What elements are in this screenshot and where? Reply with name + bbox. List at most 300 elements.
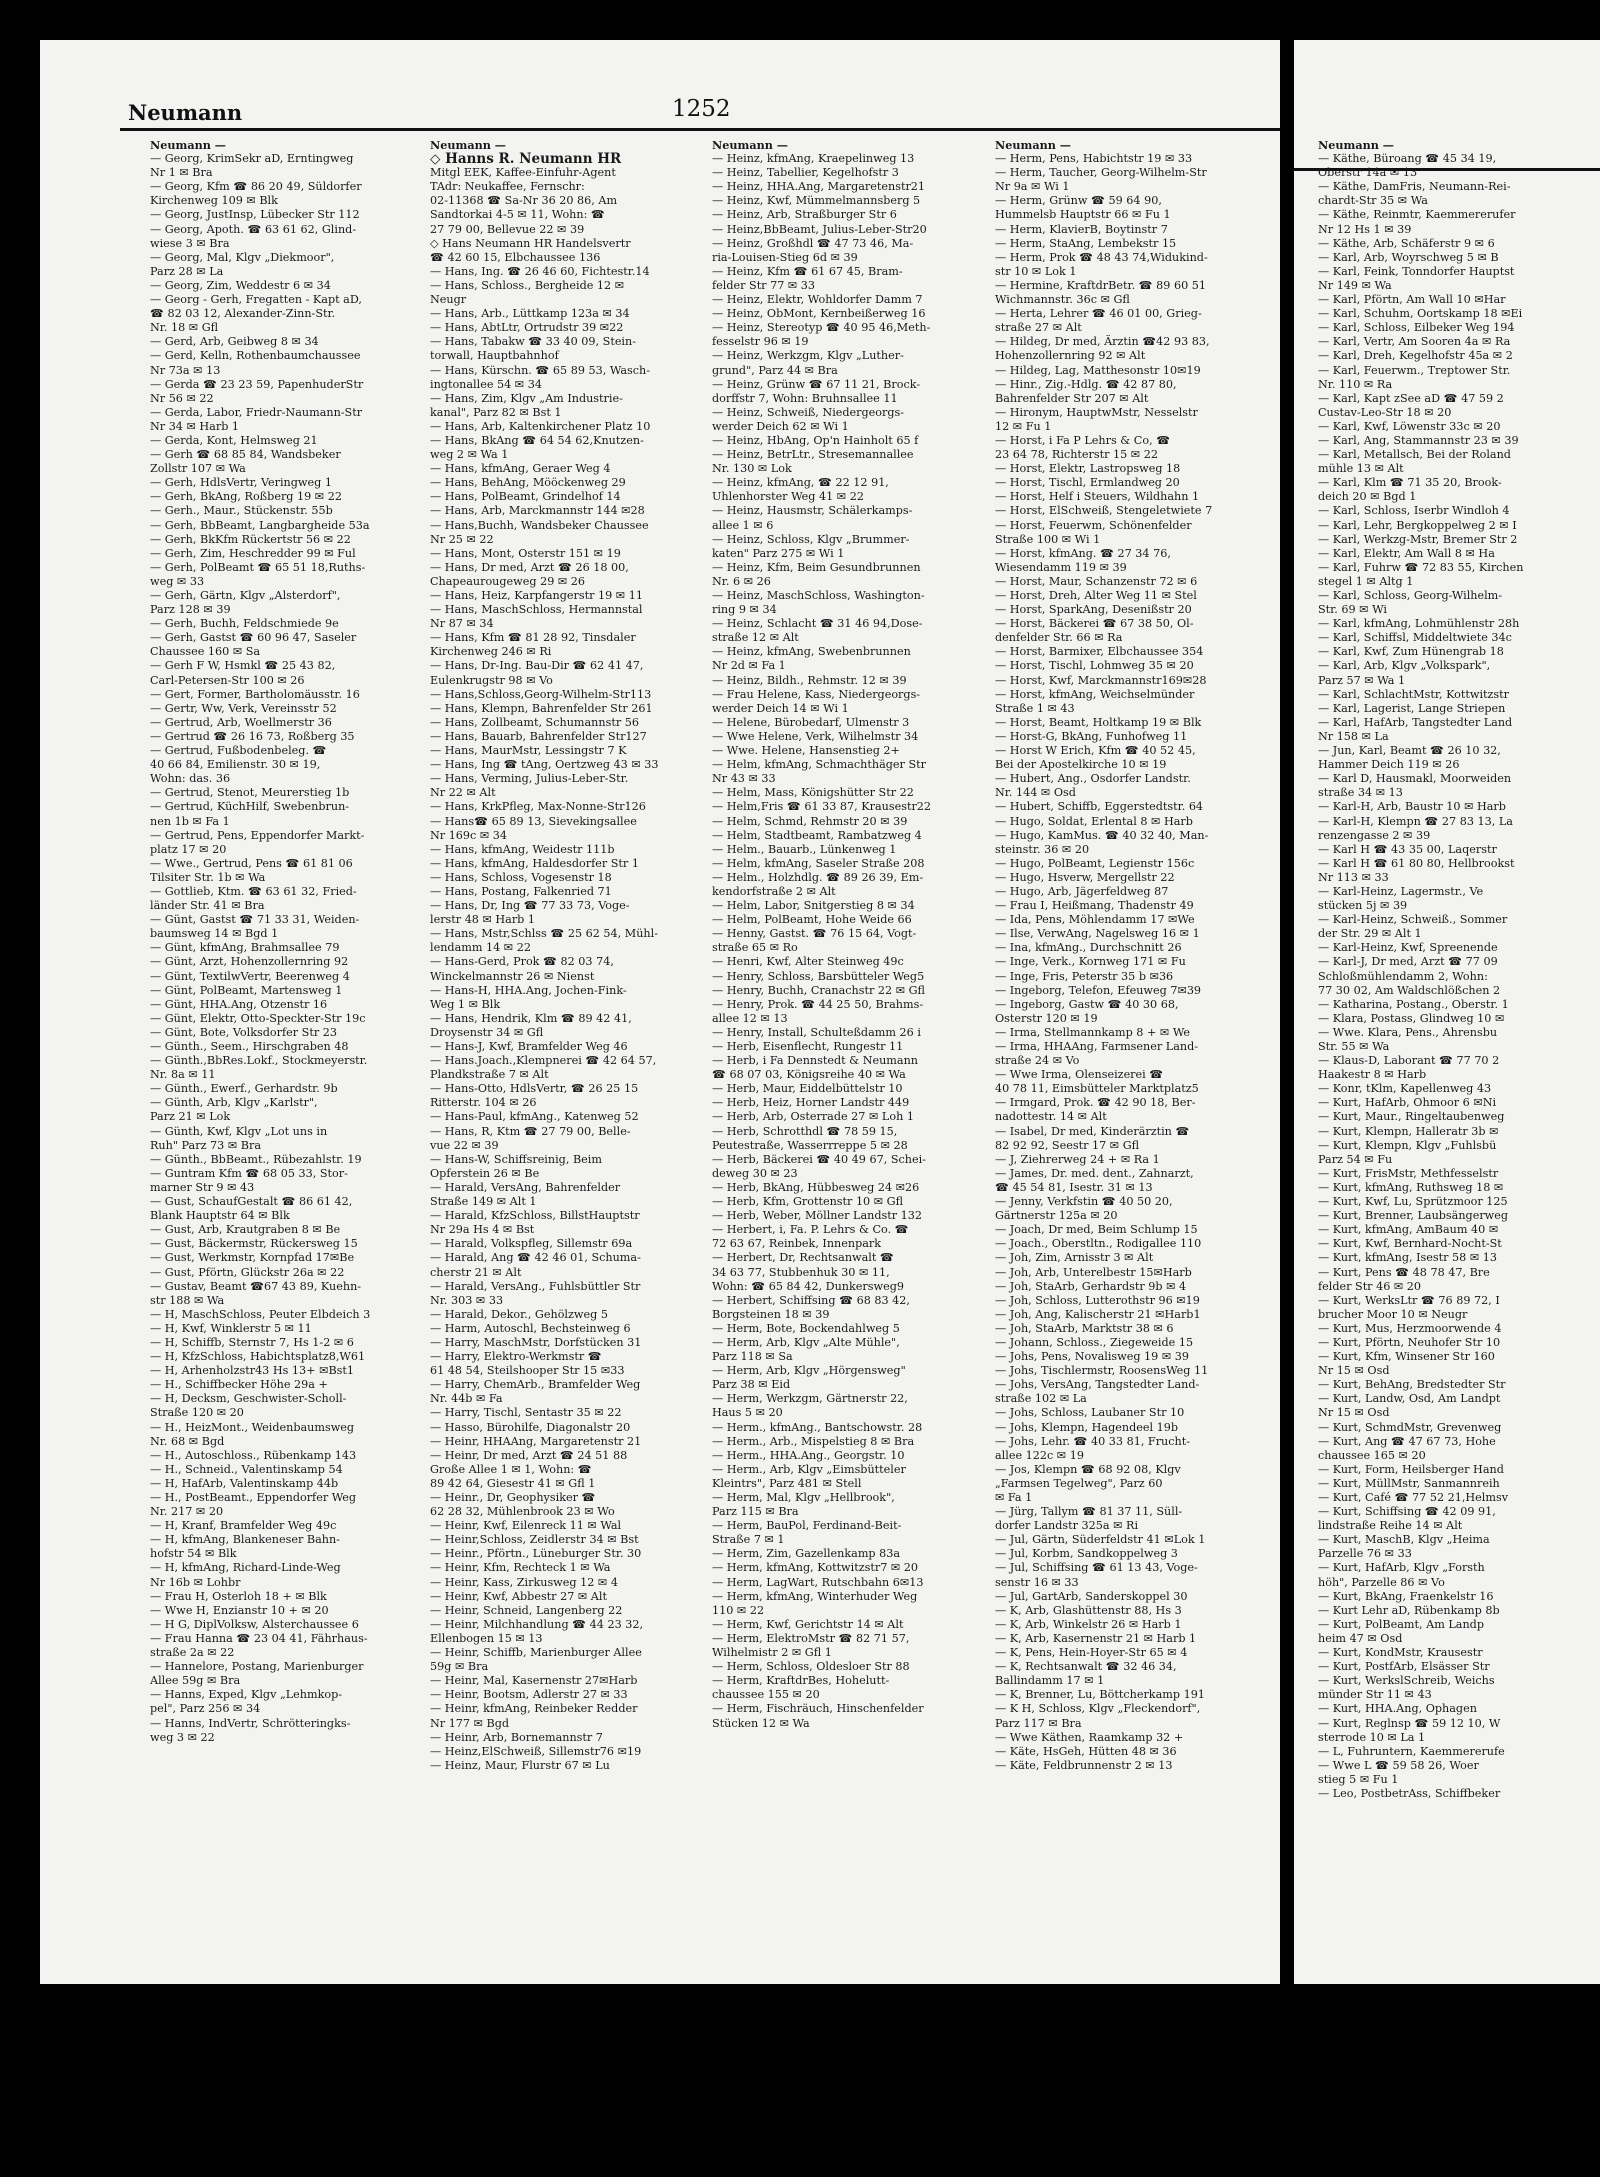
directory-entry-line: Nr 34 ✉ Harb 1	[150, 419, 240, 433]
directory-entry-line: — Käte, Feldbrunnenstr 2 ✉ 13	[995, 1758, 1173, 1772]
directory-entry-line: katen" Parz 275 ✉ Wi 1	[712, 546, 845, 560]
directory-entry-line: — Hans, BkAng ☎ 64 54 62,Knutzen-	[430, 433, 644, 447]
directory-entry-line: — Günth.,BbRes.Lokf., Stockmeyerstr.	[150, 1054, 368, 1068]
directory-entry-line: — Günt, PolBeamt, Martensweg 1	[150, 983, 343, 997]
directory-entry-line: — Karl, Lehr, Bergkoppelweg 2 ✉ I	[1318, 518, 1517, 532]
directory-entry-line: — Hans, Bauarb, Bahrenfelder Str127	[430, 729, 647, 743]
directory-entry-line: Parz 57 ✉ Wa 1	[1318, 673, 1406, 687]
directory-entry-line: — Helm, Stadtbeamt, Rambatzweg 4	[712, 828, 922, 842]
directory-entry-line: — H, KfzSchloss, Habichtsplatz8,W61	[150, 1350, 366, 1364]
directory-entry-line: Opferstein 26 ✉ Be	[430, 1166, 540, 1180]
directory-entry-line: — Karl H ☎ 61 80 80, Hellbrookst	[1318, 856, 1515, 870]
directory-entry-line: — Hildeg, Dr med, Ärztin ☎42 93 83,	[995, 335, 1210, 349]
directory-entry-line: — Herta, Lehrer ☎ 46 01 00, Grieg-	[995, 307, 1202, 321]
directory-entry-line: — Johs, VersAng, Tangstedter Land-	[995, 1378, 1200, 1392]
directory-entry-line: Nr 12 Hs 1 ✉ 39	[1318, 222, 1412, 236]
directory-entry-line: werder Deich 62 ✉ Wi 1	[712, 419, 849, 433]
column-heading: Neumann —	[995, 138, 1071, 152]
directory-entry-line: — Hans, Arb, Kaltenkirchener Platz 10	[430, 419, 651, 433]
directory-entry-line: — Hans-H, HHA.Ang, Jochen-Fink-	[430, 983, 627, 997]
directory-entry-line: — Karl H ☎ 43 35 00, Laqerstr	[1318, 842, 1497, 856]
directory-entry-line: allee 122c ✉ 19	[995, 1448, 1084, 1462]
directory-entry-line: — Kurt, PolBeamt, Am Landp	[1318, 1617, 1485, 1631]
directory-entry-line: — Horst, Kwf, Marckmannstr169✉28	[995, 673, 1207, 687]
directory-entry-line: chaussee 165 ✉ 20	[1318, 1448, 1426, 1462]
directory-entry-line: — Herm, Zim, Gazellenkamp 83a	[712, 1547, 901, 1561]
directory-entry-line: — Isabel, Dr med, Kinderärztin ☎	[995, 1124, 1190, 1138]
directory-entry-line: — Ilse, VerwAng, Nagelsweg 16 ✉ 1	[995, 927, 1200, 941]
directory-entry-line: Winckelmannstr 26 ✉ Nienst	[430, 969, 595, 983]
directory-entry-line: ☎ 42 60 15, Elbchaussee 136	[430, 250, 601, 264]
directory-entry-line: Wilhelmistr 2 ✉ Gfl 1	[712, 1646, 832, 1660]
directory-entry-line: — Hans, Postang, Falkenried 71	[430, 884, 612, 898]
directory-entry-line: — Heinz, Kfm, Beim Gesundbrunnen	[712, 560, 921, 574]
directory-entry-line: — Joh, Ang, Kalischerstr 21 ✉Harb1	[995, 1307, 1201, 1321]
directory-column-4	[995, 138, 1260, 1958]
directory-entry-line: — H., Autoschloss., Rübenkamp 143	[150, 1448, 357, 1462]
directory-entry-line: — Gertrud, KüchHilf, Swebenbrun-	[150, 800, 350, 814]
directory-entry-line: — Heinz, kfmAng, Swebenbrunnen	[712, 645, 911, 659]
directory-entry-line: — Helm., Bauarb., Lünkenweg 1	[712, 842, 897, 856]
directory-entry-line: — Gertrud, Pens, Eppendorfer Markt-	[150, 828, 365, 842]
directory-entry-line: — Henry, Schloss, Barsbütteler Weg5	[712, 969, 925, 983]
directory-entry-line: weg ✉ 33	[150, 574, 205, 588]
directory-entry-line: grund", Parz 44 ✉ Bra	[712, 363, 838, 377]
directory-entry-line: — Karl, Klm ☎ 71 35 20, Brook-	[1318, 476, 1502, 490]
directory-entry-line: — Georg, JustInsp, Lübecker Str 112	[150, 208, 360, 222]
directory-entry-line: Straße 100 ✉ Wi 1	[995, 532, 1101, 546]
directory-entry-line: 61 48 54, Steilshooper Str 15 ✉33	[430, 1364, 625, 1378]
directory-entry-line: — Hans, kfmAng, Geraer Weg 4	[430, 462, 611, 476]
directory-entry-line: — Irma, HHAAng, Farmsener Land-	[995, 1040, 1199, 1053]
directory-entry-line: — Gust, SchaufGestalt ☎ 86 61 42,	[150, 1195, 353, 1209]
directory-entry-line: Nr. 130 ✉ Lok	[712, 462, 792, 476]
directory-entry-line: hofstr 54 ✉ Blk	[150, 1547, 237, 1561]
directory-entry-line: — H., HeizMont., Weidenbaumsweg	[150, 1420, 355, 1434]
directory-entry-line: 27 79 00, Bellevue 22 ✉ 39	[430, 222, 585, 236]
directory-entry-line: — Heinr,Schloss, Zeidlerstr 34 ✉ Bst	[430, 1533, 639, 1547]
directory-entry-line: — Kurt, Schiffsing ☎ 42 09 91,	[1318, 1505, 1496, 1519]
directory-entry-line: — Hans-W, Schiffsreinig, Beim	[430, 1152, 602, 1166]
directory-entry-line: Nr 73a ✉ 13	[150, 363, 221, 377]
directory-entry-line: — Herm., Arb, Klgv „Eimsbütteler	[712, 1462, 906, 1476]
directory-entry-line: — Hinr., Zig.-Hdlg. ☎ 42 87 80,	[995, 377, 1177, 391]
directory-entry-line: — Heinz, ObMont, Kernbeißerweg 16	[712, 307, 926, 321]
directory-entry-line: stegel 1 ✉ Altg 1	[1318, 574, 1414, 588]
directory-entry-line: Haakestr 8 ✉ Harb	[1318, 1068, 1427, 1082]
directory-entry-line: — Herm, Werkzgm, Gärtnerstr 22,	[712, 1392, 908, 1406]
directory-entry-line: — Karl, Kwf, Zum Hünengrab 18	[1318, 645, 1504, 659]
directory-entry-line: deich 20 ✉ Bgd 1	[1318, 490, 1417, 504]
directory-entry-line: heim 47 ✉ Osd	[1318, 1631, 1403, 1645]
directory-entry-line: — Herm, kfmAng, Kottwitzstr7 ✉ 20	[712, 1561, 919, 1575]
directory-entry-line: — Klara, Postass, Glindweg 10 ✉	[1318, 1011, 1505, 1025]
directory-entry-line: — J, Ziehrerweg 24 + ✉ Ra 1	[995, 1152, 1160, 1166]
directory-entry-line: — Klaus-D, Laborant ☎ 77 70 2	[1318, 1054, 1500, 1068]
directory-entry-line: — Hans-Gerd, Prok ☎ 82 03 74,	[430, 955, 614, 969]
directory-entry-line: — Gerda, Labor, Friedr-Naumann-Str	[150, 405, 363, 419]
directory-entry-line: — Günth, Kwf, Klgv „Lot uns in	[150, 1124, 328, 1138]
directory-entry-line: — Hans, Klempn, Bahrenfelder Str 261	[430, 701, 653, 715]
directory-entry-line: — Hironym, HauptwMstr, Nesselstr	[995, 405, 1198, 419]
directory-entry-line: — Herm., Arb., Mispelstieg 8 ✉ Bra	[712, 1434, 915, 1448]
directory-entry-line: — Horst, SparkAng, Desenißstr 20	[995, 603, 1192, 617]
directory-entry-line: — Johann, Schloss., Ziegeweide 15	[995, 1335, 1194, 1349]
directory-entry-line: 34 63 77, Stubbenhuk 30 ✉ 11,	[712, 1265, 890, 1279]
directory-entry-line: — Günth., Ewerf., Gerhardstr. 9b	[150, 1082, 338, 1096]
directory-entry-line: — Henny, Gastst. ☎ 76 15 64, Vogt-	[712, 927, 917, 941]
directory-entry-line: Stücken 12 ✉ Wa	[712, 1716, 810, 1730]
directory-entry-line: — Wwe Irma, Olenseizerei ☎	[995, 1068, 1164, 1082]
directory-entry-line: Nr. 303 ✉ 33	[430, 1293, 504, 1307]
directory-entry-line: — Georg, KrimSekr aD, Erntingweg	[150, 152, 354, 166]
directory-entry-line: — Jul, Gärtn, Süderfeldstr 41 ✉Lok 1	[995, 1533, 1206, 1547]
directory-entry-line: Kirchenweg 109 ✉ Blk	[150, 194, 278, 208]
directory-entry-line: — Ida, Pens, Möhlendamm 17 ✉We	[995, 913, 1195, 927]
directory-entry-line: — Horst, Elektr, Lastropsweg 18	[995, 462, 1181, 476]
directory-entry-line: — Herm, Fischräuch, Hinschenfelder	[712, 1702, 924, 1716]
directory-entry-line: — Hubert, Ang., Osdorfer Landstr.	[995, 772, 1191, 786]
directory-entry-line: platz 17 ✉ 20	[150, 842, 227, 856]
directory-entry-line: — Herbert, Dr, Rechtsanwalt ☎	[712, 1251, 894, 1265]
directory-entry-line: — Herm, StaAng, Lembekstr 15	[995, 236, 1177, 250]
directory-entry-line: — Herm, Schloss, Oldesloer Str 88	[712, 1660, 910, 1674]
directory-entry-line: — H, HafArb, Valentinskamp 44b	[150, 1476, 339, 1490]
directory-entry-line: — Hans, KrkPfleg, Max-Nonne-Str126	[430, 800, 646, 814]
directory-entry-line: — Herb, Schrotthdl ☎ 78 59 15,	[712, 1124, 898, 1138]
directory-entry-line: lindstraße Reihe 14 ✉ Alt	[1318, 1519, 1463, 1533]
directory-entry-line: — Herm, Kwf, Gerichtstr 14 ✉ Alt	[712, 1617, 904, 1631]
directory-entry-line: — Frau Hanna ☎ 23 04 41, Fährhaus-	[150, 1631, 368, 1645]
directory-entry-line: — Heinr., Dr, Geophysiker ☎	[430, 1491, 596, 1504]
directory-entry-line: — Hubert, Schiffb, Eggerstedtstr. 64	[995, 800, 1204, 814]
directory-entry-line: Bahrenfelder Str 207 ✉ Alt	[995, 391, 1149, 405]
directory-entry-line: — Heinz, MaschSchloss, Washington-	[712, 589, 925, 602]
directory-entry-line: — Jul, Korbm, Sandkoppelweg 3	[995, 1547, 1178, 1561]
directory-entry-line: ✉ Fa 1	[995, 1491, 1033, 1504]
directory-entry-line: Parz 28 ✉ La	[150, 264, 224, 278]
directory-entry-line: — Gerh, Gärtn, Klgv „Alsterdorf",	[150, 589, 341, 602]
directory-entry-line: ☎ 45 54 81, Isestr. 31 ✉ 13	[995, 1180, 1153, 1194]
directory-entry-line: — Helm, kfmAng, Schmachthäger Str	[712, 758, 926, 772]
directory-entry-line: — Helene, Bürobedarf, Ulmenstr 3	[712, 715, 910, 729]
directory-entry-line: — Wwe H, Enzianstr 10 + ✉ 20	[150, 1603, 329, 1617]
directory-entry-line: — Hans, kfmAng, Haldesdorfer Str 1	[430, 856, 639, 870]
directory-entry-line: — Hugo, Hsverw, Mergellstr 22	[995, 870, 1175, 884]
directory-entry-line: — Karl-Heinz, Schweiß., Sommer	[1318, 913, 1508, 927]
directory-entry-line: — Herm, KlavierB, Boytinstr 7	[995, 222, 1168, 236]
directory-entry-line: — Gerh., Maur., Stückenstr. 55b	[150, 504, 333, 518]
column-heading: Neumann —	[150, 138, 226, 152]
directory-column-2	[430, 138, 695, 1958]
directory-entry-line: — Herm, kfmAng, Winterhuder Weg	[712, 1589, 918, 1603]
directory-entry-line: kendorfstraße 2 ✉ Alt	[712, 884, 836, 898]
directory-entry-line: marner Str 9 ✉ 43	[150, 1180, 255, 1194]
directory-entry-line: — Gerh, PolBeamt ☎ 65 51 18,Ruths-	[150, 560, 366, 574]
directory-entry-line: allee 1 ✉ 6	[712, 518, 774, 532]
directory-entry-line: — Kurt, Pförtn, Neuhofer Str 10	[1318, 1335, 1501, 1349]
directory-entry-line: — H, Arhenholzstr43 Hs 13+ ✉Bst1	[150, 1364, 355, 1378]
directory-entry-line: — Gerda, Kont, Helmsweg 21	[150, 433, 318, 447]
directory-entry-line: — Henry, Install, Schulteßdamm 26 i	[712, 1025, 921, 1039]
directory-entry-line: — Heinz,BbBeamt, Julius-Leber-Str20	[712, 222, 927, 236]
directory-entry-line: — Horst, kfmAng. ☎ 27 34 76,	[995, 546, 1171, 560]
directory-entry-line: Ellenbogen 15 ✉ 13	[430, 1631, 543, 1645]
directory-entry-line: — Hans, Kfm ☎ 81 28 92, Tinsdaler	[430, 631, 636, 645]
directory-entry-line: Wohn: das. 36	[150, 772, 231, 786]
directory-entry-line: Blank Hauptstr 64 ✉ Blk	[150, 1209, 290, 1223]
directory-entry-line: — Gerh, HdlsVertr, Veringweg 1	[150, 476, 332, 490]
directory-entry-line: — Hans, Schloss., Bergheide 12 ✉	[430, 278, 625, 292]
directory-entry-line: — Johs, Lehr. ☎ 40 33 81, Frucht-	[995, 1434, 1190, 1448]
directory-entry-line: Carl-Petersen-Str 100 ✉ 26	[150, 673, 305, 687]
directory-entry-line: Gärtnerstr 125a ✉ 20	[995, 1209, 1118, 1223]
directory-entry-line: Straße 120 ✉ 20	[150, 1406, 244, 1420]
directory-entry-line: — Horst, Tischl, Lohmweg 35 ✉ 20	[995, 659, 1194, 673]
directory-entry-line: — Jul, GartArb, Sanderskoppel 30	[995, 1589, 1188, 1603]
directory-entry-line: — Karl, Schloss, Georg-Wilhelm-	[1318, 589, 1503, 602]
directory-entry-line: Peutestraße, Wasserrreppe 5 ✉ 28	[712, 1138, 908, 1152]
directory-entry-line: — K, Arb, Glashüttenstr 88, Hs 3	[995, 1603, 1182, 1617]
directory-entry-line: — Karl, Pförtn, Am Wall 10 ✉Har	[1318, 293, 1506, 307]
directory-entry-line: — Heinr., Pförtn., Lüneburger Str. 30	[430, 1547, 642, 1561]
directory-entry-line: — Hans, MaurMstr, Lessingstr 7 K	[430, 744, 627, 758]
directory-entry-line: Nr. 68 ✉ Bgd	[150, 1434, 225, 1448]
directory-entry-line: — Günt, Arzt, Hohenzollernring 92	[150, 955, 349, 969]
directory-entry-line: Nr 56 ✉ 22	[150, 391, 214, 405]
directory-entry-line: „Farmsen Tegelweg", Parz 60	[995, 1476, 1163, 1490]
directory-entry-line: Nr 87 ✉ 34	[430, 617, 494, 631]
directory-entry-line: — Käthe, Reinmtr, Kaemmererufer	[1318, 208, 1516, 222]
directory-entry-line: — Hans, kfmAng, Weidestr 111b	[430, 842, 615, 856]
directory-entry-line: — Karl, Dreh, Kegelhofstr 45a ✉ 2	[1318, 349, 1513, 363]
directory-entry-line: — Hans, Dr med, Arzt ☎ 26 18 00,	[430, 560, 629, 574]
directory-entry-line: — Heinz, BetrLtr., Stresemannallee	[712, 448, 914, 462]
directory-entry-line: — H, Decksm, Geschwister-Scholl-	[150, 1392, 347, 1406]
directory-entry-line: höh", Parzelle 86 ✉ Vo	[1318, 1575, 1445, 1589]
directory-entry-line: — Horst, Helf i Steuers, Wildhahn 1	[995, 490, 1200, 504]
directory-entry-line: — Herb, BkAng, Hübbesweg 24 ✉26	[712, 1180, 920, 1194]
directory-entry-line: — Gerh, Zim, Heschredder 99 ✉ Ful	[150, 546, 356, 560]
directory-entry-line: — Kurt, BehAng, Bredstedter Str	[1318, 1378, 1506, 1392]
directory-entry-line: — Harald, Ang ☎ 42 46 01, Schuma-	[430, 1251, 641, 1265]
directory-entry-line: Uhlenhorster Weg 41 ✉ 22	[712, 490, 864, 504]
directory-entry-line: str 10 ✉ Lok 1	[995, 264, 1077, 278]
directory-entry-line: — Gerd, Arb, Geibweg 8 ✉ 34	[150, 335, 319, 349]
directory-entry-line: — Johs, Schloss, Laubaner Str 10	[995, 1406, 1185, 1420]
directory-entry-line: — Johs, Klempn, Hagendeel 19b	[995, 1420, 1179, 1434]
directory-entry-line: — Kurt, Pens ☎ 48 78 47, Bre	[1318, 1265, 1490, 1279]
directory-entry-line: Plandkstraße 7 ✉ Alt	[430, 1068, 549, 1082]
directory-entry-line: straße 12 ✉ Alt	[712, 631, 799, 645]
directory-entry-line: — Karl-H, Klempn ☎ 27 83 13, La	[1318, 814, 1513, 828]
directory-entry-line: — Kurt, Kfm, Winsener Str 160	[1318, 1350, 1495, 1364]
directory-entry-line: — H, Kranf, Bramfelder Weg 49c	[150, 1519, 337, 1533]
directory-entry-line: dorffstr 7, Wohn: Bruhnsallee 11	[712, 391, 898, 405]
directory-entry-line: — Käthe, DamFris, Neumann-Rei-	[1318, 180, 1511, 194]
directory-entry-line: TAdr: Neukaffee, Fernschr:	[430, 180, 585, 194]
directory-entry-line: — Wwe Käthen, Raamkamp 32 +	[995, 1730, 1184, 1744]
directory-entry-line: Neugr	[430, 293, 467, 307]
directory-entry-line: — Gust, Werkmstr, Kornpfad 17✉Be	[150, 1251, 355, 1265]
directory-entry-line: — Kurt, Mus, Herzmoorwende 4	[1318, 1321, 1502, 1335]
directory-entry-line: — Henri, Kwf, Alter Steinweg 49c	[712, 955, 904, 969]
directory-entry-line: — Wwe. Helene, Hansenstieg 2+	[712, 744, 900, 758]
directory-entry-line: straße 24 ✉ Vo	[995, 1054, 1080, 1068]
directory-entry-line: — Karl-Heinz, Lagermstr., Ve	[1318, 884, 1484, 898]
directory-entry-line: — Herb, Weber, Möllner Landstr 132	[712, 1209, 922, 1223]
directory-entry-line: — Heinr, Kass, Zirkusweg 12 ✉ 4	[430, 1575, 618, 1589]
directory-entry-line: Custav-Leo-Str 18 ✉ 20	[1318, 405, 1452, 419]
directory-entry-line: — Harald, VersAng., Fuhlsbüttler Str	[430, 1279, 641, 1293]
directory-entry-line: — Gerh, Buchh, Feldschmiede 9e	[150, 617, 339, 631]
directory-entry-line: — Herm, KraftdrBes, Hohelutt-	[712, 1674, 890, 1688]
directory-entry-line: — Günt, HHA.Ang, Otzenstr 16	[150, 997, 328, 1011]
directory-entry-line: — Herm, ElektroMstr ☎ 82 71 57,	[712, 1631, 910, 1645]
directory-entry-line: — Karl, Werkzg-Mstr, Bremer Str 2	[1318, 532, 1518, 546]
directory-entry-line: — Karl, Elektr, Am Wall 8 ✉ Ha	[1318, 546, 1495, 560]
directory-entry-line: Wiesendamm 119 ✉ 39	[995, 560, 1127, 574]
directory-entry-line: — Horst, Maur, Schanzenstr 72 ✉ 6	[995, 574, 1198, 588]
directory-entry-line: fesselstr 96 ✉ 19	[712, 335, 809, 349]
directory-entry-line: Nr 22 ✉ Alt	[430, 786, 496, 800]
directory-entry-line: — Heinr, Schiffb, Marienburger Allee	[430, 1646, 642, 1660]
directory-entry-line: Nr. 6 ✉ 26	[712, 574, 771, 588]
directory-entry-line: Straße 1 ✉ 43	[995, 701, 1075, 715]
directory-entry-line: — Hans, BehAng, Mööckenweg 29	[430, 476, 626, 490]
directory-entry-line: Mitgl EEK, Kaffee-Einfuhr-Agent	[430, 166, 616, 180]
directory-entry-line: Str. 69 ✉ Wi	[1318, 603, 1387, 617]
directory-entry-line: Nr 9a ✉ Wi 1	[995, 180, 1070, 194]
directory-entry-line: Nr. 8a ✉ 11	[150, 1068, 216, 1082]
directory-entry-line: — Heinr, HHAAng, Margaretenstr 21	[430, 1434, 642, 1448]
directory-entry-line: torwall, Hauptbahnhof	[430, 349, 559, 363]
directory-entry-line: — Wwe. Klara, Pens., Ahrensbu	[1318, 1025, 1498, 1039]
directory-entry-line: — Heinr, Kwf, Abbestr 27 ✉ Alt	[430, 1589, 607, 1603]
directory-entry-line: — H., Schneid., Valentinskamp 54	[150, 1462, 343, 1476]
directory-entry-line: 40 66 84, Emilienstr. 30 ✉ 19,	[150, 758, 321, 772]
directory-entry-line: straße 65 ✉ Ro	[712, 941, 798, 955]
directory-entry-line: — Hans, Tabakw ☎ 33 40 09, Stein-	[430, 335, 637, 349]
directory-entry-line: — H, MaschSchloss, Peuter Elbdeich 3	[150, 1307, 371, 1321]
directory-entry-line: lerstr 48 ✉ Harb 1	[430, 913, 536, 927]
directory-entry-line: ring 9 ✉ 34	[712, 603, 777, 617]
directory-entry-line: — Günth, Arb, Klgv „Karlstr",	[150, 1096, 318, 1110]
directory-entry-line: — Frau I, Heißmang, Thadenstr 49	[995, 899, 1194, 913]
directory-entry-line: — Hans, Arb., Lüttkamp 123a ✉ 34	[430, 307, 630, 321]
directory-entry-line: — Georg, Apoth. ☎ 63 61 62, Glind-	[150, 222, 357, 236]
directory-entry-line: — H, kfmAng, Blankeneser Bahn-	[150, 1533, 340, 1547]
directory-entry-line: — Heinz,ElSchweiß, Sillemstr76 ✉19	[430, 1744, 642, 1758]
directory-entry-line: Borgsteinen 18 ✉ 39	[712, 1307, 830, 1321]
directory-entry-line: — Gerda ☎ 23 23 59, PapenhuderStr	[150, 377, 364, 391]
directory-entry-line: dorfer Landstr 325a ✉ Ri	[995, 1519, 1139, 1533]
directory-entry-line: 89 42 64, Giesestr 41 ✉ Gfl 1	[430, 1476, 596, 1490]
directory-entry-line: — H G, DiplVolksw, Alsterchaussee 6	[150, 1617, 359, 1631]
directory-column-1	[150, 138, 415, 1958]
directory-entry-line: Parz 21 ✉ Lok	[150, 1110, 231, 1124]
directory-entry-line: — Herbert, Schiffsing ☎ 68 83 42,	[712, 1293, 910, 1307]
directory-entry-line: Wichmannstr. 36c ✉ Gfl	[995, 293, 1130, 307]
directory-entry-line: — Günt, Elektr, Otto-Speckter-Str 19c	[150, 1011, 366, 1025]
directory-entry-line: nadottestr. 14 ✉ Alt	[995, 1110, 1107, 1124]
directory-entry-line: — Inge, Fris, Peterstr 35 b ✉36	[995, 969, 1174, 983]
directory-entry-line: — Herm, Bote, Bockendahlweg 5	[712, 1321, 900, 1335]
directory-entry-line: vue 22 ✉ 39	[430, 1138, 499, 1152]
directory-entry-line: — Herm, Taucher, Georg-Wilhelm-Str	[995, 166, 1207, 180]
directory-entry-line: — Heinz, HHA.Ang, Margaretenstr21	[712, 180, 926, 194]
directory-entry-line: Nr 25 ✉ 22	[430, 532, 494, 546]
directory-entry-line: — Günt, TextilwVertr, Beerenweg 4	[150, 969, 350, 983]
directory-entry-line: — Johs, Tischlermstr, RoosensWeg 11	[995, 1364, 1209, 1378]
directory-entry-line: nen 1b ✉ Fa 1	[150, 814, 230, 828]
directory-entry-line: — Horst, Barmixer, Elbchaussee 354	[995, 645, 1204, 659]
directory-entry-line: stieg 5 ✉ Fu 1	[1318, 1772, 1399, 1786]
directory-entry-line: — Herm, Mal, Klgv „Hellbrook",	[712, 1491, 895, 1504]
directory-entry-line: — Karl, Kwf, Löwenstr 33c ✉ 20	[1318, 419, 1501, 433]
directory-entry-line: — Hans-Otto, HdlsVertr, ☎ 26 25 15	[430, 1082, 639, 1096]
directory-entry-line: Hammer Deich 119 ✉ 26	[1318, 758, 1460, 772]
directory-entry-line: — Gust, Bäckermstr, Rückersweg 15	[150, 1237, 358, 1251]
directory-entry-line: Weg 1 ✉ Blk	[430, 997, 501, 1011]
directory-entry-line: — Hans, Mont, Osterstr 151 ✉ 19	[430, 546, 621, 560]
directory-entry-line: — Hans, Dr, Ing ☎ 77 33 73, Voge-	[430, 899, 630, 913]
directory-entry-line: — Kurt, Kwf, Bernhard-Nocht-St	[1318, 1237, 1502, 1251]
directory-entry-line: — Kurt, Maur., Ringeltaubenweg	[1318, 1110, 1505, 1124]
directory-entry-line: — K, Arb, Kasernenstr 21 ✉ Harb 1	[995, 1631, 1197, 1645]
directory-entry-line: Nr 149 ✉ Wa	[1318, 278, 1392, 292]
directory-entry-line: — Wwe L ☎ 59 58 26, Woer	[1318, 1758, 1479, 1772]
directory-entry-line: — Hans, Heiz, Karpfangerstr 19 ✉ 11	[430, 589, 643, 602]
right-page-fragment	[1294, 40, 1600, 1984]
directory-entry-line: Nr 169c ✉ 34	[430, 828, 508, 842]
directory-entry-line: Parz 128 ✉ 39	[150, 603, 231, 617]
directory-entry-line: Nr 15 ✉ Osd	[1318, 1364, 1390, 1378]
directory-entry-line: denfelder Str. 66 ✉ Ra	[995, 631, 1123, 645]
directory-entry-line: — Kurt, MüllMstr, Sanmannreih	[1318, 1476, 1500, 1490]
directory-entry-line: — K, Arb, Winkelstr 26 ✉ Harb 1	[995, 1617, 1182, 1631]
directory-entry-line: — Johs, Pens, Novalisweg 19 ✉ 39	[995, 1350, 1190, 1364]
directory-entry-line: str 188 ✉ Wa	[150, 1293, 225, 1307]
directory-entry-line: — Karl, Feink, Tonndorfer Hauptst	[1318, 264, 1515, 278]
directory-entry-line: — Hans, MaschSchloss, Hermannstal	[430, 603, 643, 617]
directory-entry-line: — Günt, Bote, Volksdorfer Str 23	[150, 1025, 337, 1039]
directory-entry-line: Wohn: ☎ 65 84 42, Dunkersweg9	[712, 1279, 904, 1293]
directory-entry-line: Nr 16b ✉ Lohbr	[150, 1575, 241, 1589]
directory-entry-line: — Herm, Grünw ☎ 59 64 90,	[995, 194, 1162, 208]
directory-entry-line: weg 3 ✉ 22	[150, 1730, 215, 1744]
directory-entry-line: chaussee 155 ✉ 20	[712, 1688, 820, 1702]
directory-entry-line: — Horst, Tischl, Ermlandweg 20	[995, 476, 1180, 490]
directory-entry-line: — Gerh, BkKfm Rückertstr 56 ✉ 22	[150, 532, 351, 546]
directory-entry-line: — Irmgard, Prok. ☎ 42 90 18, Ber-	[995, 1096, 1196, 1110]
directory-entry-line: Parz 117 ✉ Bra	[995, 1716, 1082, 1730]
directory-entry-line: — Leo, PostbetrAss, Schiffbeker	[1318, 1786, 1501, 1800]
directory-entry-line: straße 102 ✉ La	[995, 1392, 1087, 1406]
directory-entry-line: — Hugo, Arb, Jägerfeldweg 87	[995, 884, 1169, 898]
directory-entry-line: — Kurt, MaschB, Klgv „Heima	[1318, 1533, 1490, 1547]
directory-entry-line: — Henry, Prok. ☎ 44 25 50, Brahms-	[712, 997, 924, 1011]
directory-entry-line: — Kurt, WerkslSchreib, Weichs	[1318, 1674, 1495, 1688]
directory-entry-line: — Kurt, Reglnsp ☎ 59 12 10, W	[1318, 1716, 1501, 1730]
directory-entry-line: Zollstr 107 ✉ Wa	[150, 462, 246, 476]
directory-entry-line: — Gottlieb, Ktm. ☎ 63 61 32, Fried-	[150, 884, 357, 898]
header-rule	[120, 128, 1280, 131]
directory-entry-line: — Karl, Feuerwm., Treptower Str.	[1318, 363, 1511, 377]
directory-entry-line: Nr 158 ✉ La	[1318, 729, 1389, 743]
directory-entry-line: — Harald, Dekor., Gehölzweg 5	[430, 1307, 608, 1321]
directory-entry-line: — Herb, Maur, Eiddelbüttelstr 10	[712, 1082, 903, 1096]
